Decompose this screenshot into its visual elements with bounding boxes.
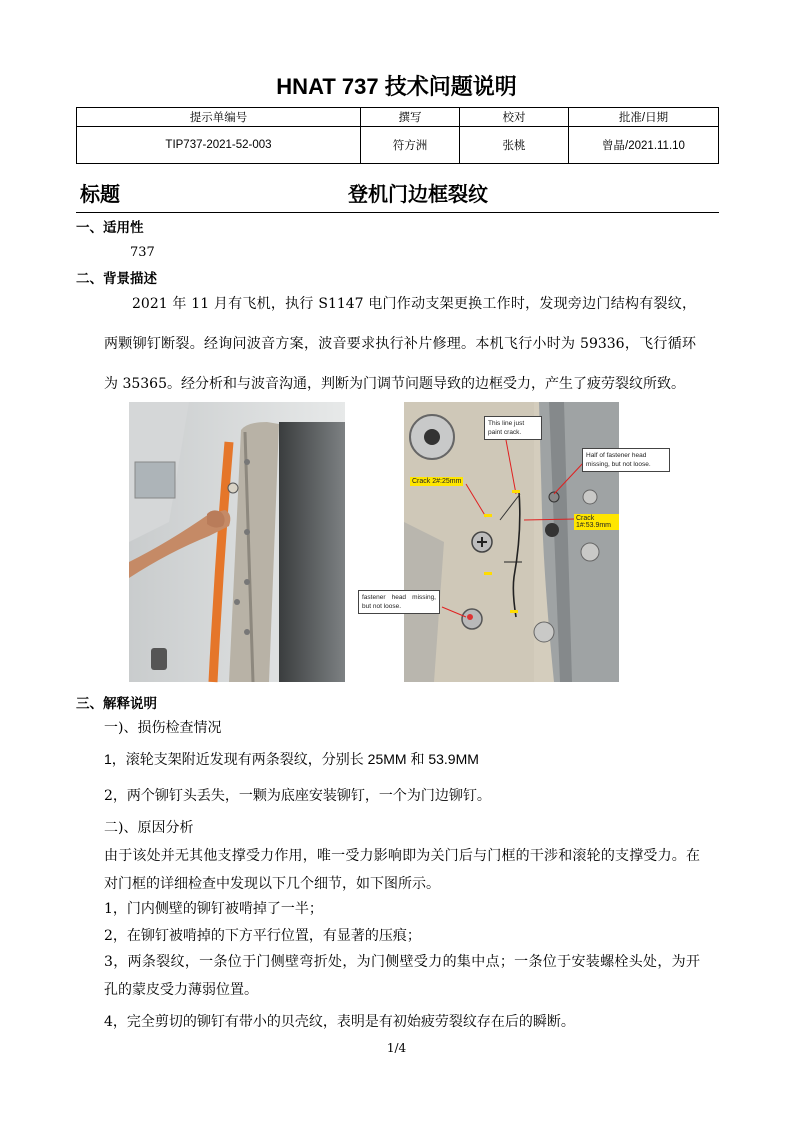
cause-analysis-subheading: 二)、原因分析 bbox=[104, 820, 194, 836]
page-number: 1/4 bbox=[386, 1041, 407, 1055]
paint-crack-note: This line just paint crack. bbox=[484, 416, 542, 440]
detail-item-4: 4，完全剪切的铆钉有带小的贝壳纹，表明是有初始疲劳裂纹存在后的瞬断。 bbox=[104, 1014, 575, 1030]
crack-2-label: Crack 2#:25mm bbox=[412, 478, 462, 485]
cause-analysis-paragraph: 由于该处并无其他支撑受力作用，唯一受力影响即为关门后与门框的干涉和滚轮的支撑受力。在对门框的详细检查中发现以下几个细节，如下图所示。 bbox=[104, 848, 700, 892]
title-label: 标题 bbox=[80, 184, 120, 206]
section-explanation-heading: 三、解释说明 bbox=[76, 696, 157, 712]
crack-closeup-photo bbox=[362, 402, 651, 682]
door-frame-photo-drawing bbox=[129, 402, 345, 682]
damage-item-2: 2，两个铆钉头丢失，一颗为底座安装铆钉，一个为门边铆钉。 bbox=[104, 788, 491, 804]
background-paragraph: 2021 年 11 月有飞机，执行 S1147 电门作动支架更换工作时，发现旁边门结构有裂纹，两颗铆钉断裂。经询问波音方案，波音要求执行补片修理。本机飞行小时为 59336，飞行循环为 35365。经分析和与波音沟通，判断为门调节问题导致的边框受力，产生了疲劳裂纹所致。 bbox=[104, 296, 696, 392]
meta-header-approval: 批准/日期 bbox=[569, 108, 719, 127]
title-divider bbox=[76, 212, 719, 213]
meta-value-reviewer: 张桃 bbox=[460, 127, 569, 164]
detail-item-1: 1，门内侧壁的铆钉被啃掉了一半； bbox=[104, 901, 323, 917]
door-frame-photo bbox=[129, 402, 345, 682]
meta-header-author: 撰写 bbox=[361, 108, 460, 127]
section-applicability-heading: 一、适用性 bbox=[76, 220, 144, 236]
meta-header-reviewer: 校对 bbox=[460, 108, 569, 127]
document-meta-table bbox=[76, 107, 719, 164]
applicability-value: 737 bbox=[130, 245, 155, 260]
crack-closeup-drawing bbox=[404, 402, 619, 682]
missing-fastener-note: fastener head missing, but not loose. bbox=[358, 590, 440, 614]
section-background-heading: 二、背景描述 bbox=[76, 271, 157, 287]
half-fastener-note: Half of fastener head missing, but not loose. bbox=[582, 448, 670, 472]
damage-inspection-subheading: 一)、损伤检查情况 bbox=[104, 720, 222, 736]
meta-value-approval: 曾晶/2021.11.10 bbox=[569, 127, 719, 164]
meta-value-author: 符方洲 bbox=[361, 127, 460, 164]
detail-item-2: 2，在铆钉被啃掉的下方平行位置，有显著的压痕； bbox=[104, 928, 421, 944]
damage-item-1: 1，滚轮支架附近发现有两条裂纹，分别长 25MM 和 53.9MM bbox=[104, 751, 479, 767]
subject-title: 登机门边框裂纹 bbox=[348, 184, 488, 206]
document-title: HNAT 737 技术问题说明 bbox=[276, 74, 517, 99]
crack-1-label: Crack 1#:53.9mm bbox=[574, 514, 619, 530]
meta-header-tip-number: 提示单编号 bbox=[77, 108, 361, 127]
meta-value-tip-number: TIP737-2021-52-003 bbox=[77, 127, 361, 164]
detail-item-3: 3，两条裂纹，一条位于门侧壁弯折处，为门侧壁受力的集中点；一条位于安装螺栓头处，为开孔的蒙皮受力薄弱位置。 bbox=[104, 954, 700, 998]
